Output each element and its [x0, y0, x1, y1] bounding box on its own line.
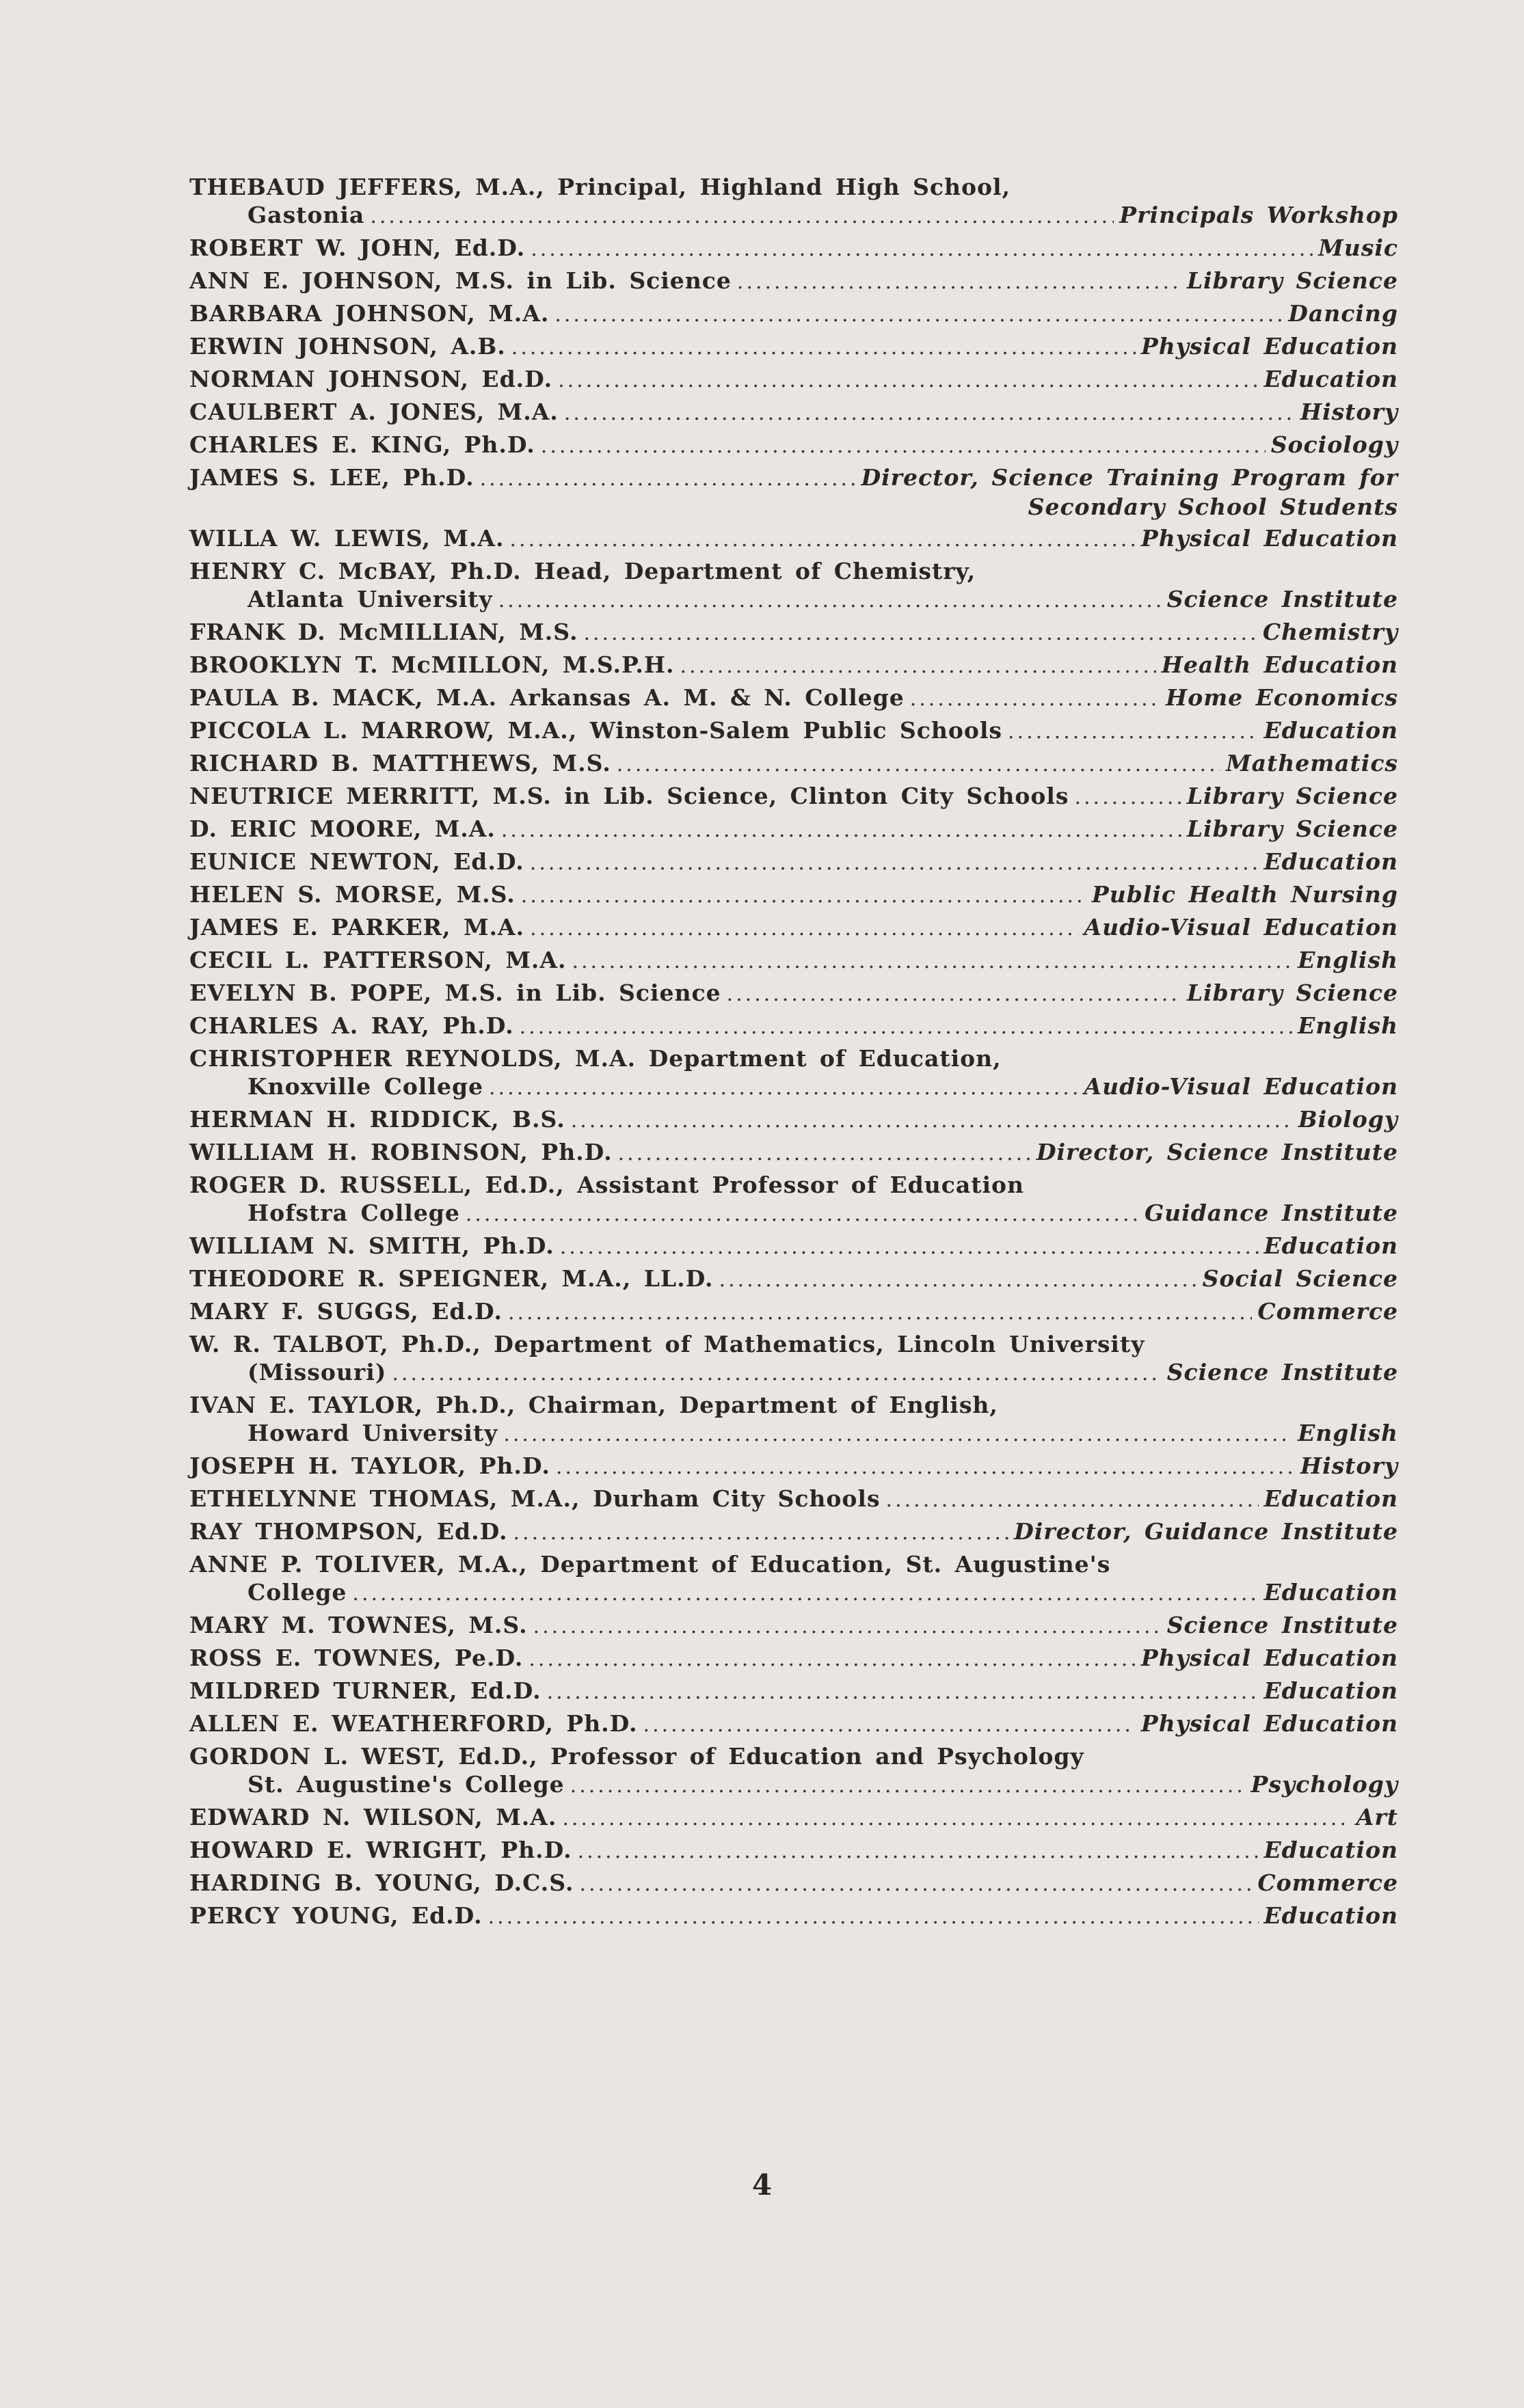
faculty-entry [189, 749, 1398, 779]
faculty-entry [189, 431, 1398, 460]
faculty-name: PERCY YOUNG, Ed.D. [189, 1902, 483, 1929]
department-label: English [1298, 1012, 1398, 1039]
department-label: Psychology [1251, 1771, 1398, 1798]
entry-line [189, 398, 1398, 427]
faculty-name: EUNICE NEWTON, Ed.D. [189, 848, 524, 875]
faculty-name: MARY F. SUGGS, Ed.D. [189, 1298, 503, 1325]
faculty-name: MARY M. TOWNES, M.S. [189, 1612, 528, 1638]
entry-line [189, 1171, 1398, 1199]
faculty-entry [189, 1902, 1398, 1931]
faculty-name: W. R. TALBOT, Ph.D., Department of Mathematics, Lincoln University [189, 1331, 1145, 1357]
dot-leader [556, 1453, 1295, 1481]
entry-continuation-line [189, 1072, 1398, 1102]
faculty-entry [189, 1391, 1398, 1448]
entry-line [189, 1012, 1398, 1041]
faculty-entry [189, 848, 1398, 877]
faculty-name: JAMES S. LEE, Ph.D. [189, 464, 474, 491]
faculty-name: ALLEN E. WEATHERFORD, Ph.D. [189, 1710, 638, 1737]
faculty-entry [189, 557, 1398, 614]
faculty-entry [189, 234, 1398, 263]
faculty-entry [189, 365, 1398, 394]
department-label: Education [1264, 1677, 1398, 1704]
department-label: Health Education [1161, 651, 1398, 678]
faculty-name: HERMAN H. RIDDICK, B.S. [189, 1106, 565, 1133]
department-label: Education [1264, 366, 1398, 392]
department-label: Education [1264, 848, 1398, 875]
faculty-name: WILLA W. LEWIS, M.A. [189, 525, 505, 552]
entry-line [189, 332, 1398, 362]
department-label: History [1300, 398, 1398, 425]
faculty-name: CECIL L. PATTERSON, M.A. [189, 947, 567, 973]
entry-line [189, 1138, 1398, 1167]
entry-line [189, 267, 1398, 296]
faculty-entry [189, 173, 1398, 230]
faculty-entry [189, 1611, 1398, 1640]
faculty-entry [189, 299, 1398, 329]
entry-line [189, 946, 1398, 975]
faculty-affiliation: (Missouri) [248, 1359, 387, 1385]
faculty-entry [189, 880, 1398, 910]
dot-leader [579, 1870, 1252, 1898]
faculty-entry [189, 332, 1398, 362]
faculty-affiliation: St. Augustine's College [248, 1771, 565, 1798]
department-label: History [1300, 1452, 1398, 1479]
faculty-name: CHRISTOPHER REYNOLDS, M.A. Department of Education, [189, 1045, 1002, 1072]
faculty-entry [189, 1677, 1398, 1706]
faculty-entry [189, 1485, 1398, 1514]
faculty-affiliation: Howard University [248, 1420, 498, 1446]
department-label: Commerce [1257, 1869, 1398, 1896]
entry-line [189, 1611, 1398, 1640]
entry-line [189, 1803, 1398, 1832]
department-label: Physical Education [1140, 1710, 1398, 1737]
entry-line [189, 1330, 1398, 1358]
faculty-entry [189, 782, 1398, 811]
entry-line [189, 749, 1398, 779]
entry-line [189, 782, 1398, 811]
entry-line [189, 1517, 1398, 1547]
dot-leader [910, 685, 1160, 713]
entry-continuation-line [189, 1770, 1398, 1800]
dot-leader [1074, 783, 1181, 811]
dot-leader [547, 1678, 1259, 1706]
faculty-name: JOSEPH H. TAYLOR, Ph.D. [189, 1452, 550, 1479]
dot-leader [727, 980, 1181, 1008]
faculty-name: RICHARD B. MATTHEWS, M.S. [189, 750, 611, 776]
dot-leader [562, 1804, 1350, 1832]
faculty-entry [189, 1803, 1398, 1832]
dot-leader [370, 202, 1114, 230]
entry-line [189, 1644, 1398, 1673]
department-label: English [1298, 947, 1398, 973]
faculty-name: CHARLES A. RAY, Ph.D. [189, 1012, 514, 1039]
faculty-affiliation: Hofstra College [248, 1200, 460, 1226]
department-label: Secondary School Students [1028, 493, 1398, 520]
faculty-name: ANN E. JOHNSON, M.S. in Lib. Science [189, 267, 732, 294]
dot-leader [617, 750, 1220, 779]
department-label: Biology [1298, 1106, 1398, 1133]
department-label: Science Institute [1166, 1359, 1398, 1385]
entry-line [189, 365, 1398, 394]
faculty-entry [189, 651, 1398, 680]
department-label: English [1298, 1420, 1398, 1446]
faculty-name: IVAN E. TAYLOR, Ph.D., Chairman, Department of English, [189, 1392, 998, 1418]
entry-line [189, 848, 1398, 877]
faculty-entry [189, 1171, 1398, 1228]
dot-leader [501, 816, 1181, 844]
dot-leader [498, 586, 1162, 614]
faculty-name: D. ERIC MOORE, M.A. [189, 815, 496, 842]
department-label: Director, Guidance Institute [1014, 1518, 1398, 1545]
entry-line [189, 1902, 1398, 1931]
faculty-name: ANNE P. TOLIVER, M.A., Department of Education, St. Augustine's [189, 1551, 1111, 1578]
dot-leader [541, 432, 1266, 460]
entry-line [189, 815, 1398, 844]
department-label: Commerce [1257, 1298, 1398, 1325]
department-label: Dancing [1288, 300, 1398, 327]
faculty-affiliation: Atlanta University [248, 586, 493, 612]
entry-line [189, 1105, 1398, 1135]
entry-continuation-line [189, 1199, 1398, 1228]
entry-line [189, 1264, 1398, 1294]
faculty-name: ROSS E. TOWNES, Pe.D. [189, 1645, 524, 1671]
dot-leader [510, 526, 1136, 554]
faculty-entry [189, 1836, 1398, 1865]
department-label: Chemistry [1262, 619, 1398, 645]
faculty-name: CAULBERT A. JONES, M.A. [189, 398, 559, 425]
entry-line [189, 1742, 1398, 1770]
dot-leader [530, 849, 1259, 877]
department-label: Library Science [1186, 979, 1398, 1006]
department-label: Audio-Visual Education [1084, 1073, 1398, 1100]
department-label: Public Health Nursing [1091, 881, 1398, 908]
faculty-name: EDWARD N. WILSON, M.A. [189, 1804, 557, 1830]
department-label: Audio-Visual Education [1084, 914, 1398, 941]
entry-line [189, 1550, 1398, 1578]
entry-line [189, 1297, 1398, 1327]
entry-line [189, 979, 1398, 1008]
entry-line [189, 431, 1398, 460]
entry-line [189, 1677, 1398, 1706]
dot-leader [578, 1837, 1259, 1865]
faculty-affiliation: Gastonia [248, 202, 365, 228]
entry-line [189, 684, 1398, 713]
faculty-entry [189, 1550, 1398, 1608]
faculty-name: ROBERT W. JOHN, Ed.D. [189, 234, 526, 261]
faculty-entry [189, 524, 1398, 554]
faculty-entry [189, 684, 1398, 713]
faculty-name: PAULA B. MACK, M.A. Arkansas A. M. & N. College [189, 684, 905, 711]
entry-line [189, 557, 1398, 585]
entry-line [189, 913, 1398, 943]
department-label: Principals Workshop [1119, 202, 1398, 228]
faculty-entry [189, 1264, 1398, 1294]
dot-leader [531, 235, 1313, 263]
entry-line [189, 463, 1398, 493]
faculty-entry [189, 979, 1398, 1008]
dot-leader [558, 366, 1258, 394]
dot-leader [508, 1299, 1252, 1327]
department-label: Home Economics [1166, 684, 1398, 711]
entry-line [189, 299, 1398, 329]
entry-line [189, 1452, 1398, 1481]
dot-leader [572, 947, 1292, 975]
entry-line [189, 524, 1398, 554]
department-label: Education [1264, 1485, 1398, 1512]
department-label: Music [1318, 234, 1398, 261]
faculty-name: RAY THOMPSON, Ed.D. [189, 1518, 508, 1545]
page-number: 4 [751, 2168, 773, 2202]
faculty-name: WILLIAM H. ROBINSON, Ph.D. [189, 1139, 613, 1165]
dot-leader [680, 652, 1156, 680]
faculty-entry [189, 815, 1398, 844]
dot-leader [392, 1359, 1161, 1388]
faculty-name: HENRY C. McBAY, Ph.D. Head, Department of Chemistry, [189, 558, 976, 584]
department-label: Social Science [1202, 1265, 1398, 1292]
faculty-entry [189, 913, 1398, 943]
dot-leader [488, 1903, 1259, 1931]
dot-leader [719, 1266, 1197, 1294]
entry-line [189, 1232, 1398, 1261]
faculty-name: PICCOLA L. MARROW, M.A., Winston-Salem Public Schools [189, 717, 1002, 744]
faculty-affiliation: Knoxville College [248, 1073, 484, 1100]
dot-leader [564, 399, 1295, 427]
faculty-entry [189, 1297, 1398, 1327]
dot-leader [571, 1107, 1293, 1135]
faculty-entry [189, 398, 1398, 427]
entry-continuation-line [189, 1419, 1398, 1448]
department-label: Education [1264, 717, 1398, 744]
department-label: Guidance Institute [1145, 1200, 1398, 1226]
faculty-entry [189, 1517, 1398, 1547]
faculty-affiliation: College [248, 1579, 347, 1606]
faculty-entry [189, 267, 1398, 296]
faculty-name: MILDRED TURNER, Ed.D. [189, 1677, 542, 1704]
dot-leader [530, 915, 1078, 943]
faculty-entry [189, 1012, 1398, 1041]
department-label: Mathematics [1226, 750, 1398, 776]
faculty-name: BARBARA JOHNSON, M.A. [189, 300, 550, 327]
department-label: Art [1356, 1804, 1398, 1830]
department-label: Education [1264, 1579, 1398, 1606]
dot-leader [618, 1139, 1031, 1167]
faculty-name: ROGER D. RUSSELL, Ed.D., Assistant Professor of Education [189, 1172, 1024, 1198]
entry-line [189, 1485, 1398, 1514]
entry-line [189, 716, 1398, 746]
faculty-name: BROOKLYN T. McMILLON, M.S.P.H. [189, 651, 675, 678]
faculty-name: JAMES E. PARKER, M.A. [189, 914, 525, 941]
entry-continuation-line [189, 1578, 1398, 1608]
dot-leader [521, 882, 1086, 910]
entry-line [189, 234, 1398, 263]
department-label: Physical Education [1140, 525, 1398, 552]
faculty-list [189, 173, 1398, 1934]
entry-line [189, 618, 1398, 647]
department-label: Library Science [1186, 783, 1398, 809]
faculty-entry [189, 1044, 1398, 1102]
entry-continuation-line [189, 1358, 1398, 1388]
department-label: Library Science [1186, 815, 1398, 842]
department-label: Director, Science Institute [1036, 1139, 1398, 1165]
department-label: Physical Education [1140, 1645, 1398, 1671]
department-label: Education [1264, 1232, 1398, 1259]
dot-leader [503, 1420, 1292, 1448]
entry-line [189, 1391, 1398, 1419]
faculty-name: HELEN S. MORSE, M.S. [189, 881, 516, 908]
faculty-entry [189, 1709, 1398, 1739]
faculty-name: CHARLES E. KING, Ph.D. [189, 431, 535, 458]
faculty-name: THEBAUD JEFFERS, M.A., Principal, Highland High School, [189, 174, 1011, 200]
faculty-entry [189, 618, 1398, 647]
dot-leader [480, 465, 856, 493]
faculty-name: ERWIN JOHNSON, A.B. [189, 333, 506, 360]
department-label: Sociology [1270, 431, 1398, 458]
dot-leader [513, 1519, 1009, 1547]
department-label: Science Institute [1166, 586, 1398, 612]
dot-leader [529, 1645, 1136, 1673]
faculty-entry [189, 946, 1398, 975]
dot-leader [520, 1013, 1293, 1041]
faculty-entry [189, 1742, 1398, 1800]
faculty-entry [189, 716, 1398, 746]
dot-leader [583, 619, 1257, 647]
dot-leader [886, 1486, 1259, 1514]
faculty-entry [189, 463, 1398, 521]
faculty-name: FRANK D. McMILLIAN, M.S. [189, 619, 578, 645]
entry-line [189, 1836, 1398, 1865]
faculty-name: HOWARD E. WRIGHT, Ph.D. [189, 1837, 572, 1863]
faculty-entry [189, 1232, 1398, 1261]
entry-line [189, 1044, 1398, 1072]
department-label: Physical Education [1140, 333, 1398, 360]
dot-leader [533, 1612, 1162, 1640]
dot-leader [570, 1772, 1246, 1800]
dot-leader [737, 268, 1181, 296]
faculty-entry [189, 1138, 1398, 1167]
entry-continuation-line [189, 493, 1398, 521]
entry-line [189, 173, 1398, 201]
faculty-name: ETHELYNNE THOMAS, M.A., Durham City Schools [189, 1485, 881, 1512]
dot-leader [1008, 718, 1259, 746]
department-label: Library Science [1186, 267, 1398, 294]
faculty-entry [189, 1644, 1398, 1673]
entry-continuation-line [189, 201, 1398, 230]
department-label: Education [1264, 1902, 1398, 1929]
faculty-name: WILLIAM N. SMITH, Ph.D. [189, 1232, 554, 1259]
entry-line [189, 1869, 1398, 1898]
entry-line [189, 651, 1398, 680]
dot-leader [489, 1074, 1078, 1102]
dot-leader [560, 1233, 1259, 1261]
department-label: Director, Science Training Program for [861, 464, 1398, 491]
department-label: Education [1264, 1837, 1398, 1863]
faculty-name: HARDING B. YOUNG, D.C.S. [189, 1869, 574, 1896]
dot-leader [511, 334, 1136, 362]
faculty-name: NEUTRICE MERRITT, M.S. in Lib. Science, Clinton City Schools [189, 783, 1069, 809]
department-label: Science Institute [1166, 1612, 1398, 1638]
dot-leader [352, 1580, 1258, 1608]
faculty-entry [189, 1330, 1398, 1388]
faculty-entry [189, 1452, 1398, 1481]
entry-line [189, 880, 1398, 910]
dot-leader [643, 1711, 1136, 1739]
dot-leader [466, 1200, 1139, 1228]
faculty-name: THEODORE R. SPEIGNER, M.A., LL.D. [189, 1265, 714, 1292]
faculty-name: GORDON L. WEST, Ed.D., Professor of Education and Psychology [189, 1743, 1084, 1770]
faculty-entry [189, 1869, 1398, 1898]
faculty-entry [189, 1105, 1398, 1135]
entry-line [189, 1709, 1398, 1739]
faculty-name: NORMAN JOHNSON, Ed.D. [189, 366, 553, 392]
faculty-name: EVELYN B. POPE, M.S. in Lib. Science [189, 979, 721, 1006]
entry-continuation-line [189, 585, 1398, 614]
dot-leader [554, 301, 1283, 329]
